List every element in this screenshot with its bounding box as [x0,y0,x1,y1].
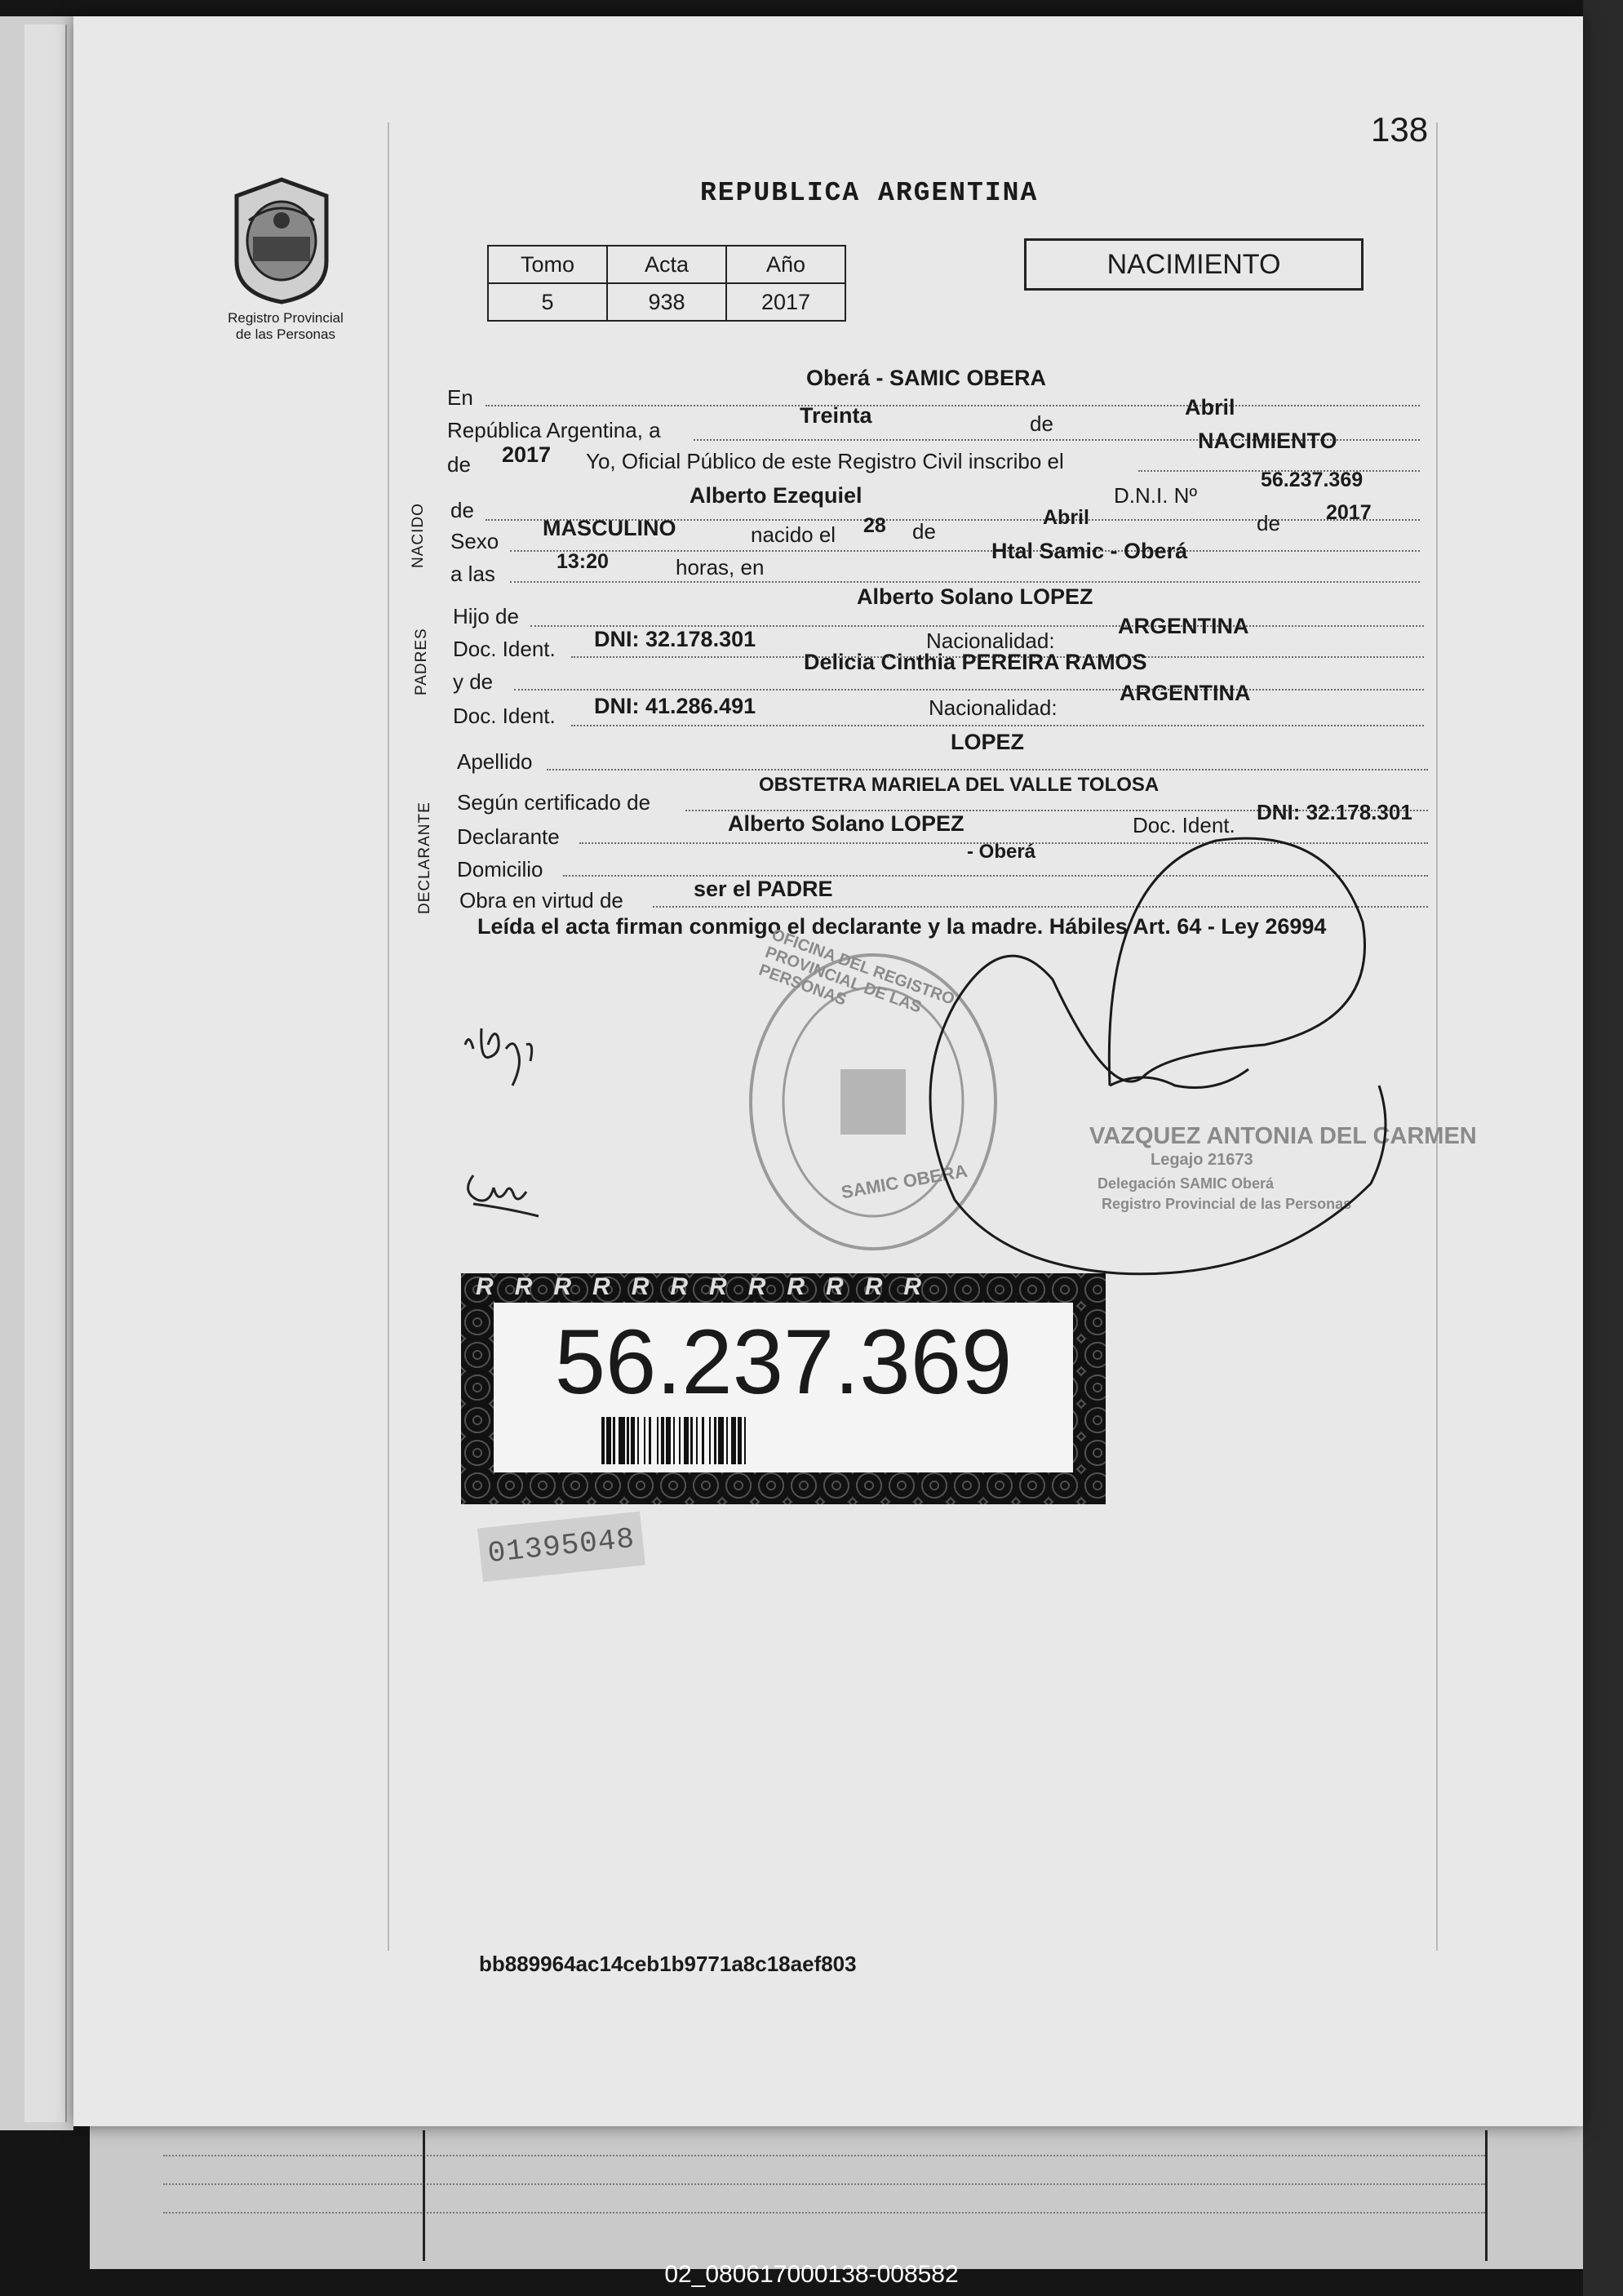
sticker-number: 56.237.369 [554,1311,1013,1413]
dni-label: D.N.I. Nº [1114,483,1197,508]
footer-filename: 02_080617000138-008582 [664,2261,959,2288]
horas-label: horas, en [676,555,765,580]
birth-day: 28 [863,514,886,537]
yde-label: y de [453,669,494,694]
domicilio-label: Domicilio [457,857,543,882]
line-dots [510,581,1420,583]
mother-nac: ARGENTINA [1120,681,1251,705]
right-edge-shadow [1583,0,1623,2296]
obra-label: Obra en virtud de [459,888,623,913]
sticker-r: R [864,1273,904,1300]
page-number: 138 [1371,110,1429,149]
apellido-label: Apellido [457,749,533,774]
birth-place: Htal Samic - Oberá [991,539,1188,563]
serial-stamp: 01395048 [477,1512,645,1583]
misiones-seal-logo [220,171,343,306]
de-label-3: de [1257,511,1280,535]
signature-declarant [457,1159,555,1224]
father-nac-label: Nacionalidad: [926,628,1055,653]
sticker-r: R [903,1273,943,1300]
hijo-label: Hijo de [453,604,519,628]
ref-header-ano: Año [726,246,845,283]
birth-month: Abril [1043,506,1089,529]
official-name: VAZQUEZ ANTONIA DEL CARMEN [1089,1123,1477,1149]
stamp-ring-text: OFICINA DEL REGISTRO PROVINCIAL DE LAS PERSONAS [756,926,957,1017]
barcode-bar [619,1417,625,1464]
sticker-r: R [592,1273,632,1300]
sexo-value: MASCULINO [543,516,676,540]
line-dots [510,550,1420,552]
document-title: REPUBLICA ARGENTINA [700,178,1039,208]
official-line-2: Legajo 21673 [1151,1151,1253,1169]
line-dots [486,405,1420,406]
sticker-r-row [461,1273,1106,1304]
sticker-r: R [670,1273,710,1300]
declarante-doc: DNI: 32.178.301 [1257,800,1412,824]
line-dots [571,725,1424,726]
official-line-4: Registro Provincial de las Personas [1102,1196,1352,1212]
father-doc-label: Doc. Ident. [453,637,556,661]
declarante-doc-label: Doc. Ident. [1133,813,1235,837]
ref-value-acta: 938 [607,283,726,321]
section-label-padres: PADRES [413,628,430,695]
signature-official [906,824,1395,1281]
logo-caption [208,310,363,343]
margin-line-right [1436,122,1438,1951]
sticker-r: R [514,1273,554,1300]
left-page-strip [24,24,67,2122]
declarante-value: Alberto Solano LOPEZ [728,811,964,836]
barcode-bar [651,1417,657,1464]
en-value: Oberá - SAMIC OBERA [806,366,1047,390]
logo-caption-line-2: de las Personas [236,326,335,342]
father-name: Alberto Solano LOPEZ [857,584,1093,609]
ref-value-tomo: 5 [488,283,607,321]
nacido-el-label: nacido el [751,522,836,547]
obra-value: ser el PADRE [694,877,833,901]
alas-label: a las [450,562,495,586]
year-value: 2017 [502,442,552,467]
barcode-bar [746,1417,749,1464]
document-hash: bb889964ac14ceb1b9771a8c18aef803 [479,1952,857,1976]
segun-value: OBSTETRA MARIELA DEL VALLE TOLOSA [759,774,1160,796]
domicilio-value: - Oberá [967,841,1036,863]
birth-year: 2017 [1326,501,1372,524]
mother-doc-label: Doc. Ident. [453,704,556,728]
security-sticker [461,1273,1106,1504]
line-dots [547,769,1428,771]
sticker-r: R [787,1273,827,1300]
ref-header-tomo: Tomo [488,246,607,283]
mother-name: Delicia Cinthia PEREIRA RAMOS [804,650,1147,674]
de-label-2: de [912,519,936,544]
margin-line-left [388,122,389,1951]
signature-mother [457,1012,571,1094]
book-bottom-pages [90,2122,1583,2269]
day-value: Treinta [800,403,872,428]
line-dots [514,689,1424,691]
stamp-bottom-text: SAMIC OBERA [839,1160,969,1203]
sticker-r: R [826,1273,865,1300]
sticker-r: R [709,1273,748,1300]
nacido-de-label: de [450,498,474,522]
ref-header-acta: Acta [607,246,726,283]
apellido-value: LOPEZ [951,730,1025,754]
ref-value-ano: 2017 [726,283,845,321]
birth-time: 13:20 [557,550,609,573]
child-dni: 56.237.369 [1261,469,1364,491]
father-doc: DNI: 32.178.301 [594,627,756,651]
sticker-r: R [476,1273,515,1300]
barcode-bar [718,1417,724,1464]
de-label: de [1030,411,1053,436]
declarante-label: Declarante [457,824,560,849]
sticker-barcode [601,1417,965,1464]
inscribe-value: NACIMIENTO [1198,429,1337,453]
sticker-r: R [747,1273,787,1300]
sticker-label [494,1303,1073,1472]
de2-label: de [447,452,471,477]
reference-table [487,245,846,322]
sticker-r: R [631,1273,671,1300]
republica-label: República Argentina, a [447,418,661,442]
official-line-3: Delegación SAMIC Oberá [1098,1175,1275,1192]
mother-nac-label: Nacionalidad: [929,695,1058,720]
child-name: Alberto Ezequiel [690,483,862,508]
en-label: En [447,385,473,410]
mother-doc: DNI: 41.286.491 [594,694,756,718]
sexo-label: Sexo [450,529,499,553]
record-type-box: NACIMIENTO [1024,238,1364,291]
father-nac: ARGENTINA [1118,614,1249,638]
closing-note: Leída el acta firman conmigo el declarante y la madre. Hábiles Art. 64 - Ley 26994 [477,914,1327,939]
section-label-nacido: NACIDO [410,503,427,568]
segun-label: Según certificado de [457,790,651,815]
oficial-text: Yo, Oficial Público de este Registro Civil inscribo el [586,449,1064,473]
section-label-declarante: DECLARANTE [416,802,433,914]
logo-caption-line-1: Registro Provincial [228,310,344,326]
sticker-r: R [553,1273,593,1300]
month-value: Abril [1185,395,1235,420]
